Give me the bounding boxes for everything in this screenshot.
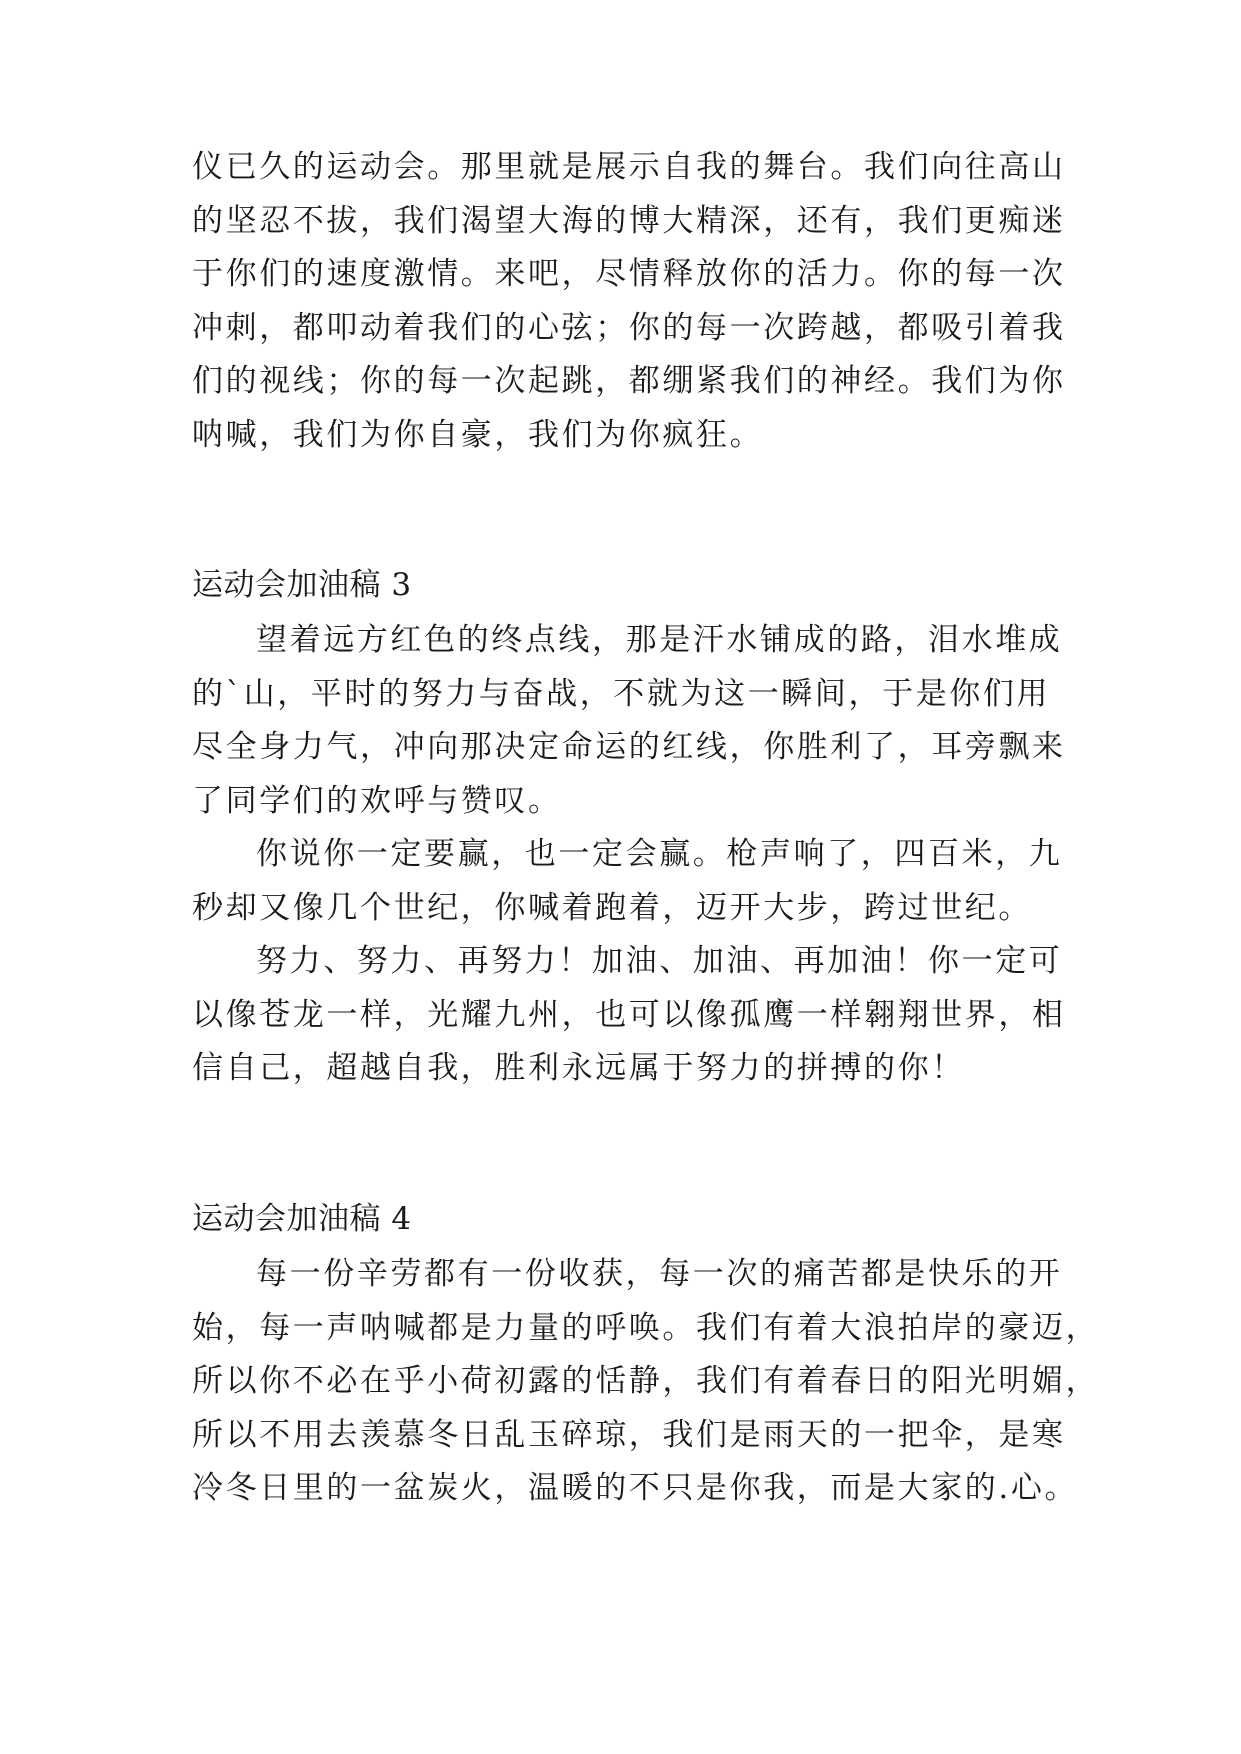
paragraph-line: 所以不用去羡慕冬日乱玉碎琼，我们是雨天的一把伞，是寒 xyxy=(192,1417,1066,1453)
section-title: 运动会加油稿 3 xyxy=(192,567,412,603)
paragraph-line: 了同学们的欢呼与赞叹。 xyxy=(192,783,562,819)
paragraph-line: 冲刺，都叩动着我们的心弦；你的每一次跨越，都吸引着我 xyxy=(192,310,1066,346)
paragraph-line: 们的视线；你的每一次起跳，都绷紧我们的神经。我们为你 xyxy=(192,363,1066,399)
paragraph-line: 的`山，平时的努力与奋战，不就为这一瞬间，于是你们用 xyxy=(192,676,1051,712)
section-title: 运动会加油稿 4 xyxy=(192,1201,412,1237)
paragraph-line: 尽全身力气，冲向那决定命运的红线，你胜利了，耳旁飘来 xyxy=(192,729,1066,765)
paragraph-line: 冷冬日里的一盆炭火，温暖的不只是你我，而是大家的.心。 xyxy=(192,1470,1079,1506)
paragraph-line: 以像苍龙一样，光耀九州，也可以像孤鹰一样翱翔世界，相 xyxy=(192,997,1066,1033)
paragraph-line: 所以你不必在乎小荷初露的恬静，我们有着春日的阳光明媚， xyxy=(192,1363,1100,1399)
paragraph-line: 仪已久的运动会。那里就是展示自我的舞台。我们向往高山 xyxy=(192,149,1066,185)
paragraph-line: 于你们的速度激情。来吧，尽情释放你的活力。你的每一次 xyxy=(192,256,1066,292)
paragraph-line: 的坚忍不拔，我们渴望大海的博大精深，还有，我们更痴迷 xyxy=(192,203,1066,239)
paragraph-line: 呐喊，我们为你自豪，我们为你疯狂。 xyxy=(192,417,764,453)
paragraph-line: 每一份辛劳都有一份收获，每一次的痛苦都是快乐的开 xyxy=(256,1256,1063,1292)
paragraph-line: 望着远方红色的终点线，那是汗水铺成的路，泪水堆成 xyxy=(256,622,1063,658)
paragraph-line: 你说你一定要赢，也一定会赢。枪声响了，四百米，九 xyxy=(256,836,1063,872)
paragraph-line: 秒却又像几个世纪，你喊着跑着，迈开大步，跨过世纪。 xyxy=(192,890,1032,926)
paragraph-line: 信自己，超越自我，胜利永远属于努力的拼搏的你！ xyxy=(192,1050,965,1086)
paragraph-line: 始，每一声呐喊都是力量的呼唤。我们有着大浪拍岸的豪迈， xyxy=(192,1310,1100,1346)
paragraph-line: 努力、努力、再努力！加油、加油、再加油！你一定可 xyxy=(256,943,1063,979)
